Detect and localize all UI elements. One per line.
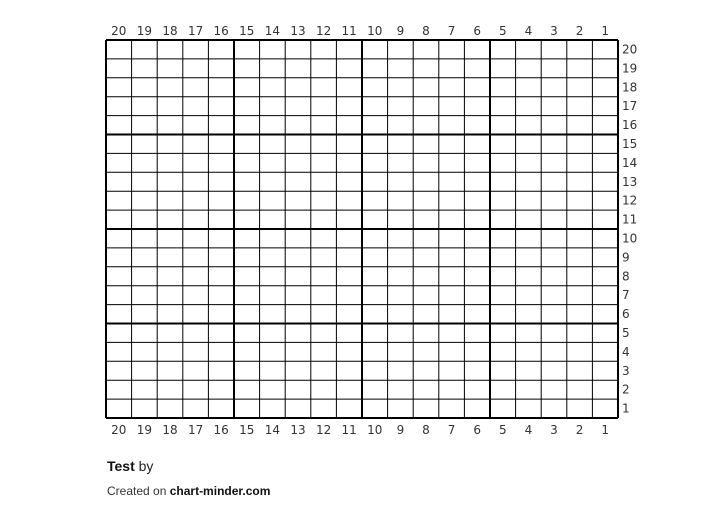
column-label-bottom: 4: [524, 423, 533, 437]
column-label-bottom: 16: [213, 423, 229, 437]
row-label: 10: [622, 231, 638, 246]
column-label-top: 3: [550, 24, 558, 38]
column-label-top: 15: [239, 24, 255, 38]
top-column-labels: [111, 24, 609, 38]
column-label-top: 9: [396, 24, 405, 38]
row-label: 19: [622, 61, 638, 76]
row-label: 17: [622, 99, 638, 114]
column-label-top: 2: [575, 24, 584, 38]
column-label-bottom: 13: [290, 423, 306, 437]
chart-credit: [107, 484, 270, 498]
row-label: 2: [622, 382, 630, 397]
row-label: 20: [622, 42, 638, 57]
column-label-bottom: 3: [550, 423, 558, 437]
column-label-bottom: 15: [239, 423, 255, 437]
row-label: 16: [622, 118, 638, 133]
column-label-top: 7: [447, 24, 456, 38]
row-label: 9: [622, 250, 630, 265]
column-label-top: 13: [290, 24, 306, 38]
column-label-bottom: 6: [473, 423, 482, 437]
row-label: 11: [622, 212, 638, 227]
column-label-bottom: 11: [341, 423, 357, 437]
row-label: 14: [622, 155, 638, 170]
row-label: 6: [622, 307, 630, 322]
column-label-bottom: 2: [575, 423, 584, 437]
column-label-top: 10: [367, 24, 383, 38]
column-label-top: 5: [498, 24, 507, 38]
row-label: 18: [622, 80, 638, 95]
column-label-top: 18: [162, 24, 178, 38]
column-label-top: 17: [187, 24, 204, 38]
column-label-bottom: 17: [187, 423, 204, 437]
chart-by-label: by: [138, 458, 154, 474]
column-label-top: 19: [136, 24, 153, 38]
column-label-top: 16: [213, 24, 229, 38]
row-label: 4: [622, 344, 630, 359]
column-label-bottom: 20: [111, 423, 127, 437]
bottom-column-labels: [111, 423, 609, 437]
column-label-bottom: 10: [367, 423, 383, 437]
column-label-bottom: 5: [498, 423, 507, 437]
column-label-bottom: 14: [264, 423, 281, 437]
row-label: 1: [622, 401, 630, 416]
column-label-top: 1: [601, 24, 610, 38]
column-label-bottom: 8: [422, 423, 430, 437]
row-label: 5: [622, 325, 630, 340]
created-on-label: Created on: [107, 484, 167, 498]
chart-caption: [107, 458, 153, 474]
chart-title: Test: [107, 458, 135, 474]
column-label-bottom: 19: [136, 423, 153, 437]
column-label-top: 6: [473, 24, 482, 38]
site-link[interactable]: chart-minder.com: [169, 484, 271, 498]
column-label-top: 14: [264, 24, 281, 38]
column-label-bottom: 1: [601, 423, 610, 437]
row-label: 13: [622, 174, 638, 189]
column-label-top: 8: [422, 24, 430, 38]
column-label-top: 20: [111, 24, 127, 38]
row-label: 12: [622, 193, 638, 208]
row-label: 3: [622, 363, 630, 378]
column-label-top: 12: [315, 24, 332, 38]
column-label-top: 11: [341, 24, 357, 38]
right-row-labels: [622, 42, 637, 415]
column-label-bottom: 12: [315, 423, 332, 437]
column-label-top: 4: [524, 24, 533, 38]
row-label: 7: [622, 288, 630, 303]
column-label-bottom: 7: [447, 423, 456, 437]
row-label: 15: [622, 136, 638, 151]
column-label-bottom: 18: [162, 423, 178, 437]
column-label-bottom: 9: [396, 423, 405, 437]
row-label: 8: [622, 269, 630, 284]
